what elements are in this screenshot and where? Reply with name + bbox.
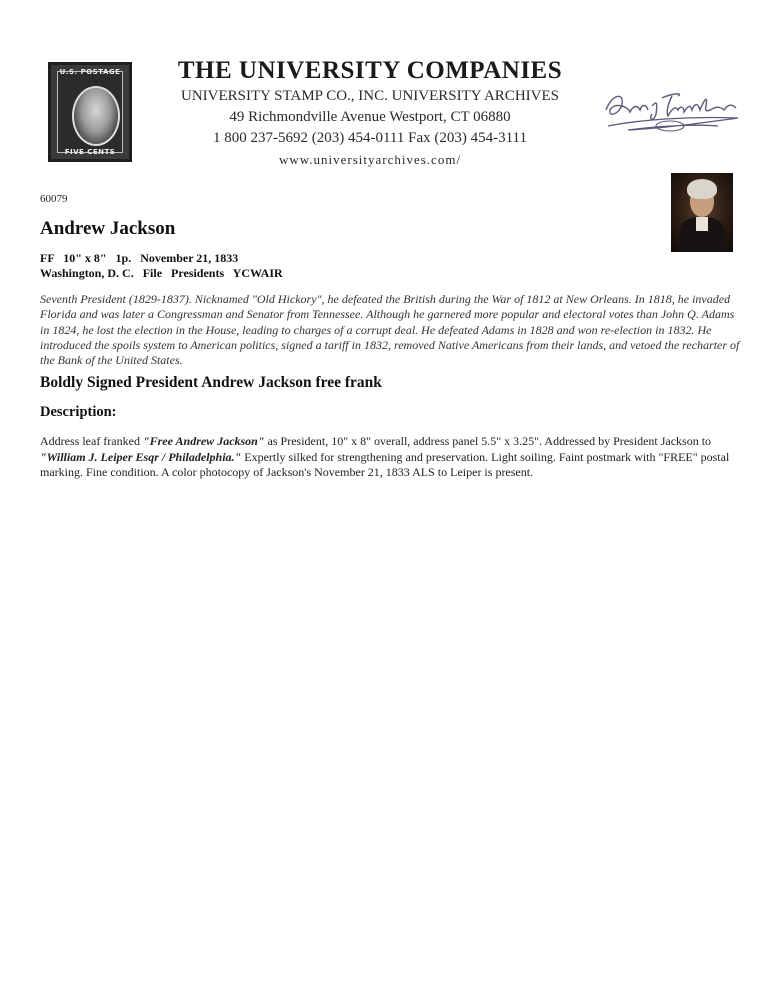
- item-meta: [40, 251, 283, 281]
- item-title: Andrew Jackson: [40, 218, 176, 239]
- franklin-portrait-icon: [72, 86, 120, 146]
- description-text-1: Address leaf franked: [40, 434, 143, 448]
- franklin-stamp-image: [48, 62, 132, 162]
- biography-paragraph: Seventh President (1829-1837). Nicknamed "Old Hickory", he defeated the British during the War of 1812 at New Orleans. In 1818, he invaded Florida and was later a Congressman and Senator from Tennessee. Although he garnered more popular and electoral votes than John Q. Adams in 1824, he lost the election in the House, leading to charges of a corrupt deal. He defeated Adams in 1828 and won re-election in 1832. He introduced the spoils system to American politics, signed a tariff in 1832, removed Native Americans from their lands, and vetoed the recharter of the Bank of the United States.: [40, 292, 740, 368]
- meta-line-1: FF 10" x 8" 1p. November 21, 1833: [40, 251, 239, 265]
- portrait-hair: [687, 179, 717, 199]
- description-heading: Description:: [40, 404, 117, 420]
- company-phone: 1 800 237-5692 (203) 454-0111 Fax (203) 454-3111: [213, 130, 527, 146]
- portrait-collar: [696, 217, 708, 231]
- franklin-signature-image: [598, 80, 748, 140]
- company-website: www.universityarchives.com/: [278, 152, 462, 167]
- description-quote-franking: "Free Andrew Jackson": [142, 434, 265, 448]
- stamp-frame: [57, 71, 123, 153]
- meta-line-2: Washington, D. C. File Presidents YCWAIR: [40, 266, 283, 280]
- company-name: THE UNIVERSITY COMPANIES: [177, 57, 563, 84]
- stamp-top-text: U.S. POSTAGE: [59, 68, 121, 76]
- company-letterhead: [150, 56, 590, 170]
- description-text-3: Expertly silked for strengthening and preservation. Light soiling. Faint postmark with "FREE" postal marking. Fine condition. A color photocopy of Jackson's November 21, 1833 ALS to Leiper is present.: [40, 449, 730, 480]
- description-quote-address: "William J. Leiper Esqr / Philadelphia.": [40, 449, 242, 464]
- company-address: 49 Richmondville Avenue Westport, CT 06880: [229, 109, 511, 125]
- description-text-2: as President, 10" x 8" overall, address panel 5.5" x 3.25". Addressed by President Jackson to: [264, 434, 712, 448]
- inventory-number: 60079: [40, 193, 68, 205]
- jackson-portrait-image: [671, 173, 733, 252]
- stamp-bottom-text: FIVE CENTS: [64, 148, 116, 156]
- item-headline: Boldly Signed President Andrew Jackson free frank: [40, 374, 382, 391]
- description-paragraph: [40, 434, 740, 481]
- company-subtitle: UNIVERSITY STAMP CO., INC. UNIVERSITY ARCHIVES: [181, 88, 559, 104]
